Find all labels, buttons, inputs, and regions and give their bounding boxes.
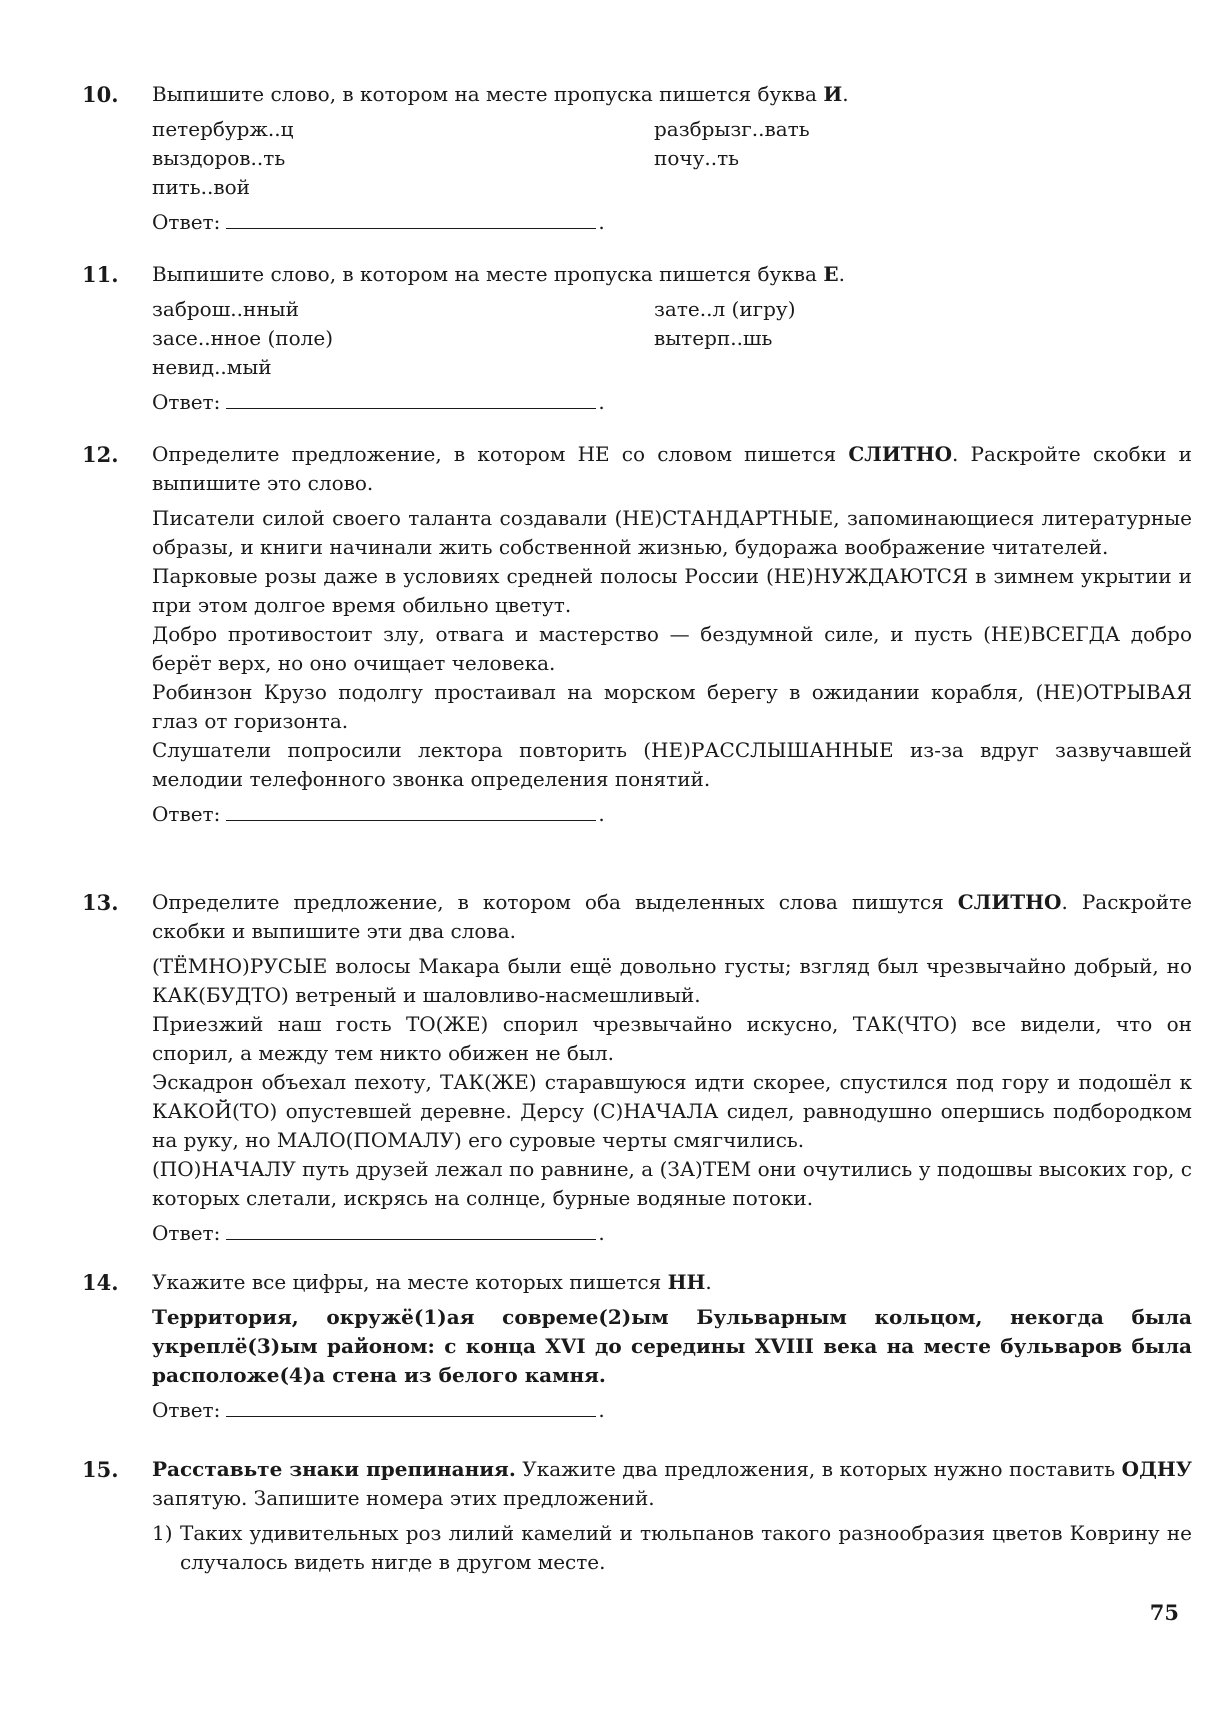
task-14 (82, 1268, 1192, 1426)
word-option: невид..мый (152, 355, 272, 379)
task-10 (82, 80, 1192, 238)
task-question: Определите предложение, в котором оба выделенных слова пишутся СЛИТНО. Раскройте скобки и выпишите эти два слова. (152, 890, 1192, 943)
sentence: Эскадрон объехал пехоту, ТАК(ЖЕ) старавшуюся идти скорее, спустился под гору и подошёл к КАКОЙ(ТО) опустевшей деревне. Дерсу (С)НАЧАЛА сидел, равнодушно опершись подбородком на руку, но МАЛО(ПОМАЛУ) его суровые черты смягчились. (152, 1070, 1192, 1152)
word-option: засе..нное (поле) (152, 326, 333, 350)
task-number: 10. (82, 82, 119, 107)
answer-field[interactable]: Ответ: . (152, 388, 1192, 418)
task-number: 14. (82, 1270, 119, 1295)
item-text: Таких удивительных роз лилий камелий и тюльпанов такого разнообразия цветов Коврину не случалось видеть нигде в другом месте. (180, 1521, 1192, 1574)
word-option: заброш..нный (152, 297, 299, 321)
sentence: Писатели силой своего таланта создавали (НЕ)СТАНДАРТНЫЕ, запоминающиеся литературные образы, и книги начинали жить собственной жизнью, будоража воображение читателей. (152, 506, 1192, 559)
item-number: 1) (152, 1521, 173, 1545)
answer-field[interactable]: Ответ: . (152, 208, 1192, 238)
sentence: Робинзон Крузо подолгу простаивал на морском берегу в ожидании корабля, (НЕ)ОТРЫВАЯ глаз от горизонта. (152, 680, 1192, 733)
list-item (152, 1519, 1192, 1577)
answer-label: Ответ: (152, 1398, 221, 1422)
sentence: (ТЁМНО)РУСЫЕ волосы Макара были ещё довольно густы; взгляд был чрезвычайно добрый, но КАК(БУДТО) ветреный и шаловливо-насмешливый. (152, 954, 1192, 1007)
task-number: 12. (82, 442, 119, 467)
sentence: Добро противостоит злу, отвага и мастерство — бездумной силе, и пусть (НЕ)ВСЕГДА добро берёт верх, но оно очищает человека. (152, 622, 1192, 675)
sentence: Парковые розы даже в условиях средней полосы России (НЕ)НУЖДАЮТСЯ в зимнем укрытии и при этом долгое время обильно цветут. (152, 564, 1192, 617)
task-question: Выпишите слово, в котором на месте пропуска пишется буква Е. (152, 262, 845, 286)
word-option: разбрызг..вать (654, 117, 810, 141)
answer-label: Ответ: (152, 210, 221, 234)
word-option: петербурж..ц (152, 117, 294, 141)
answer-line[interactable] (226, 388, 596, 409)
task-12 (82, 440, 1192, 830)
task-number: 13. (82, 890, 119, 915)
task-question: Укажите все цифры, на месте которых пишется НН. (152, 1270, 712, 1294)
answer-label: Ответ: (152, 390, 221, 414)
task-11 (82, 260, 1192, 418)
task-number: 11. (82, 262, 119, 287)
word-option: почу..ть (654, 146, 740, 170)
sentence: (ПО)НАЧАЛУ путь друзей лежал по равнине, а (ЗА)ТЕМ они очутились у подошвы высоких гор, с которых слетали, искрясь на солнце, бурные водяные потоки. (152, 1157, 1192, 1210)
answer-line[interactable] (226, 800, 596, 821)
word-options (152, 115, 1192, 202)
task-text: Территория, окружё(1)ая совреме(2)ым Бульварным кольцом, некогда была укреплё(3)ым районом: с конца XVI до середины XVIII века на месте бульваров была расположе(4)а стена из белого камня. (152, 1305, 1192, 1387)
answer-field[interactable]: Ответ: . (152, 1219, 1192, 1249)
word-option: вытерп..шь (654, 326, 773, 350)
sentence-list (152, 952, 1192, 1213)
task-number: 15. (82, 1457, 119, 1482)
answer-line[interactable] (226, 1396, 596, 1417)
page-number: 75 (1149, 1600, 1179, 1625)
sentence-list (152, 504, 1192, 794)
word-option: выздоров..ть (152, 146, 286, 170)
task-15 (82, 1455, 1192, 1577)
task-question: Расставьте знаки препинания. Укажите два предложения, в которых нужно поставить ОДНУ запятую. Запишите номера этих предложений. (152, 1457, 1192, 1510)
answer-field[interactable]: Ответ: . (152, 800, 1192, 830)
answer-field[interactable]: Ответ: . (152, 1396, 1192, 1426)
answer-label: Ответ: (152, 1221, 221, 1245)
task-question: Выпишите слово, в котором на месте пропуска пишется буква И. (152, 82, 849, 106)
word-option: пить..вой (152, 175, 250, 199)
word-options (152, 295, 1192, 382)
answer-line[interactable] (226, 1219, 596, 1240)
sentence: Приезжий наш гость ТО(ЖЕ) спорил чрезвычайно искусно, ТАК(ЧТО) все видели, что он спорил, а между тем никто обижен не был. (152, 1012, 1192, 1065)
answer-label: Ответ: (152, 802, 221, 826)
task-13 (82, 888, 1192, 1249)
answer-line[interactable] (226, 208, 596, 229)
word-option: зате..л (игру) (654, 297, 796, 321)
task-question: Определите предложение, в котором НЕ со словом пишется СЛИТНО. Раскройте скобки и выпишите это слово. (152, 442, 1193, 495)
sentence: Слушатели попросили лектора повторить (НЕ)РАССЛЫШАННЫЕ из-за вдруг зазвучавшей мелодии телефонного звонка определения понятий. (152, 738, 1192, 791)
